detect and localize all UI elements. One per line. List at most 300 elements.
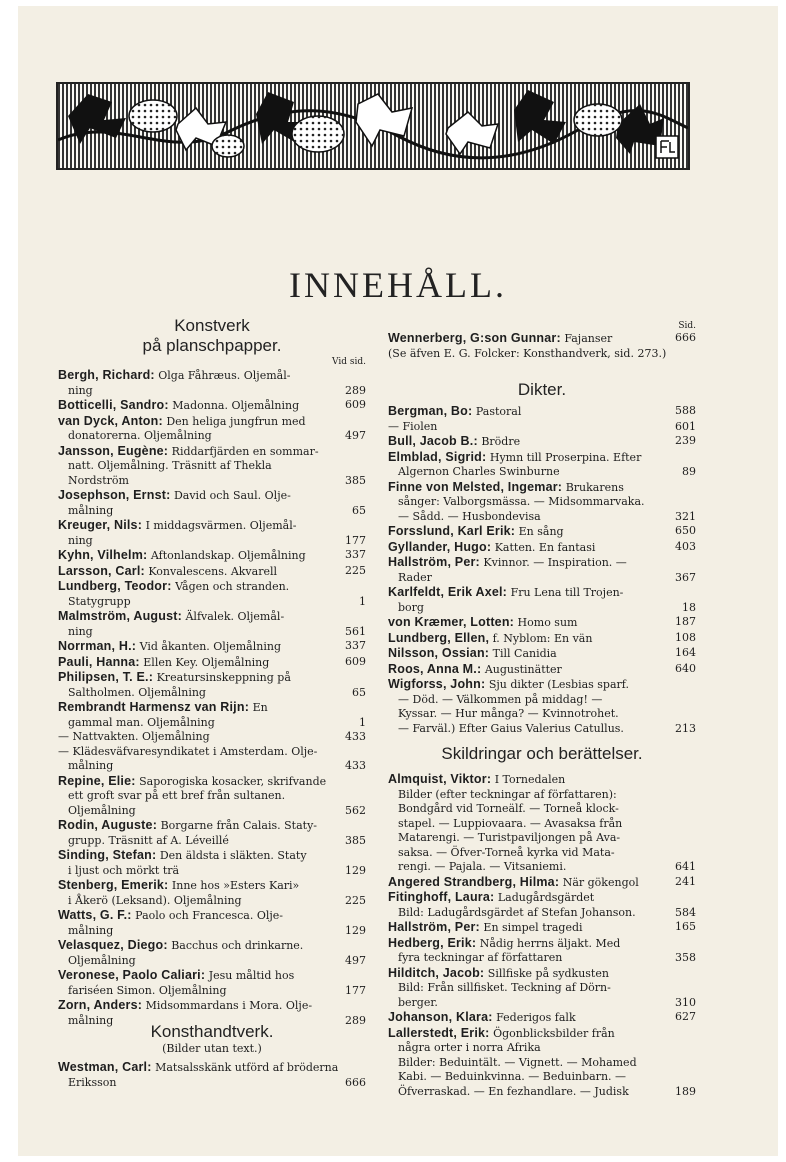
author-name: Karlfeldt, Erik Axel:: [388, 585, 508, 599]
section-note-bilder: (Bilder utan text.): [162, 1042, 262, 1055]
section-heading-konsthandtverk: Konsthandtverk.: [150, 1022, 274, 1041]
author-name: Roos, Anna M.:: [388, 661, 482, 676]
toc-entry-line: [388, 846, 696, 861]
toc-entry-line: [388, 936, 696, 952]
work-title: ning: [68, 383, 93, 397]
author-name: Philipsen, T. E.:: [58, 670, 154, 684]
page-number: 177: [345, 983, 366, 997]
work-title: (Se äfven E. G. Folcker: Konsthandverk, sid. 273.): [388, 346, 667, 360]
author-name: Zorn, Anders:: [58, 998, 143, 1012]
work-title: i ljust och mörkt trä: [68, 863, 180, 877]
toc-entry: [58, 368, 366, 398]
toc-entry-line: [388, 966, 696, 982]
toc-entry-line: [58, 716, 366, 731]
work-title: Madonna. Oljemålning: [172, 399, 300, 412]
toc-entry-line: [58, 759, 366, 774]
work-title: Olga Fåhræus. Oljemål-: [158, 369, 291, 382]
work-title: Kyssar. — Hur många? — Kvinnotrohet.: [398, 707, 619, 720]
work-title: Fru Lena till Trojen-: [510, 586, 624, 599]
work-title: målning: [68, 503, 114, 517]
work-title: När gökengol: [562, 875, 639, 889]
page-number: 337: [345, 639, 366, 652]
author-name: Rodin, Auguste:: [58, 818, 158, 832]
crafts-list: [58, 1060, 366, 1090]
author-name: Stenberg, Emerik:: [58, 878, 169, 892]
work-title: I middagsvärmen. Oljemål-: [145, 519, 297, 532]
work-title: Riddarfjärden en sommar-: [171, 444, 319, 458]
toc-entry-line: [58, 459, 366, 474]
page-number: 213: [675, 721, 696, 735]
section-heading-skildringar: Skildringar och berättelser.: [441, 744, 643, 763]
toc-entry-line: [388, 631, 696, 647]
toc-entry: [388, 875, 696, 891]
work-title: Vid åkanten. Oljemålning: [139, 640, 281, 653]
toc-entry: [58, 938, 366, 968]
author-name: Larsson, Carl:: [58, 563, 145, 578]
toc-entry: [388, 434, 696, 450]
work-title: Rader: [398, 570, 432, 584]
toc-entry-line: [388, 693, 696, 708]
toc-entry: [58, 878, 366, 908]
toc-entry-line: [58, 474, 366, 489]
work-title: ning: [68, 624, 93, 638]
toc-entry: [388, 1026, 696, 1100]
work-title: Borgarne från Calais. Staty-: [160, 819, 318, 832]
page-number: 225: [345, 563, 366, 577]
page-number: 165: [675, 920, 696, 933]
author-name: Bergman, Bo:: [388, 404, 473, 418]
toc-entry-line: [58, 564, 366, 580]
page-number: 640: [675, 661, 696, 675]
page-number: 108: [675, 630, 696, 644]
toc-entry-line: [388, 420, 696, 435]
author-name: Hilditch, Jacob:: [388, 965, 485, 980]
author-name: Veronese, Paolo Caliari:: [58, 968, 206, 982]
work-title: Fajanser: [564, 332, 613, 345]
toc-entry-line: [58, 444, 366, 460]
work-title: Homo sum: [517, 616, 578, 629]
work-title: En: [252, 701, 268, 714]
work-title: Jesu måltid hos: [208, 969, 295, 982]
work-title: Bild: Från sillfisket. Teckning af Dörn-: [398, 981, 611, 994]
toc-entry-line: [388, 450, 696, 466]
page-number: 385: [345, 833, 366, 847]
author-name: Fitinghoff, Laura:: [388, 890, 495, 904]
author-name: Lundberg, Ellen,: [388, 630, 490, 645]
toc-entry-line: [388, 817, 696, 832]
toc-entry-line: [58, 414, 366, 430]
toc-entry: [388, 585, 696, 615]
page-number: 18: [682, 600, 696, 614]
work-title: sånger: Valborgsmässa. — Midsommarvaka.: [398, 495, 645, 508]
toc-entry-line: [388, 646, 696, 662]
work-title: Den äldsta i släkten. Staty: [159, 849, 307, 862]
toc-entry-line: [388, 831, 696, 846]
work-title: Saporogiska kosacker, skrifvande: [139, 774, 327, 788]
toc-entry-line: [388, 860, 696, 875]
page-number: 385: [345, 473, 366, 487]
work-title: Katten. En fantasi: [494, 540, 596, 554]
toc-entry: [58, 414, 366, 444]
toc-entry-line: [58, 639, 366, 655]
toc-entry-line: [388, 495, 696, 510]
work-title: Eriksson: [68, 1075, 117, 1089]
work-title: Paolo och Francesca. Olje-: [135, 909, 283, 922]
author-name: Rembrandt Harmensz van Rijn:: [58, 700, 250, 714]
toc-entry: [58, 488, 366, 518]
toc-entry: [58, 774, 366, 819]
author-name: Norrman, H.:: [58, 639, 137, 653]
toc-entry-line: [388, 802, 696, 817]
work-title: natt. Oljemålning. Träsnitt af Thekla: [68, 459, 272, 472]
toc-entry-line: [58, 804, 366, 819]
work-title: Midsommardans i Mora. Olje-: [145, 999, 313, 1012]
toc-entry-line: [388, 555, 696, 571]
toc-entry-line: [388, 465, 696, 480]
work-title: Matsalsskänk utförd af bröderna: [155, 1061, 339, 1074]
work-title: — Klädesväfvaresyndikatet i Amsterdam. Olje-: [58, 744, 318, 758]
work-title: En simpel tragedi: [483, 921, 583, 934]
author-name: Kyhn, Vilhelm:: [58, 548, 148, 562]
toc-entry-line: [388, 510, 696, 525]
page-number: 584: [675, 905, 696, 919]
toc-entry: [58, 518, 366, 548]
toc-entry: [388, 480, 696, 525]
page-number: 497: [345, 429, 366, 442]
toc-entry-line: [58, 518, 366, 534]
work-title: målning: [68, 1013, 114, 1027]
toc-entry-line: [58, 398, 366, 414]
work-title: ett groft svar på ett bref från sultanen.: [68, 789, 286, 802]
author-name: Forsslund, Karl Erik:: [388, 524, 516, 538]
toc-entry-line: [388, 524, 696, 540]
page-number: 666: [345, 1075, 366, 1089]
work-title: Nådig herrns äljakt. Med: [479, 936, 621, 950]
toc-entry-line: [58, 504, 366, 519]
work-title: Konvalescens. Akvarell: [148, 564, 278, 578]
work-title: — Farväl.) Efter Gaius Valerius Catullus.: [398, 721, 624, 735]
artwork-list: [58, 368, 366, 1028]
work-title: Federigos falk: [496, 1011, 576, 1024]
page-number: 241: [675, 874, 696, 888]
page-number: 367: [675, 570, 696, 584]
stories-list: [388, 772, 696, 1099]
toc-entry-line: [58, 579, 366, 595]
work-title: Bondgård vid Torneälf. — Torneå klock-: [398, 802, 619, 815]
page-number: 1: [359, 594, 366, 608]
work-title: några orter i norra Afrika: [398, 1041, 541, 1054]
work-title: En sång: [518, 525, 564, 538]
toc-entry: [388, 420, 696, 435]
toc-entry-line: [388, 615, 696, 631]
page-number: 433: [345, 759, 366, 772]
work-title: borg: [398, 600, 424, 614]
author-name: Nilsson, Ossian:: [388, 646, 490, 660]
toc-entry: [58, 548, 366, 564]
page-number: 497: [345, 953, 366, 967]
toc-entry: [58, 609, 366, 639]
toc-entry-line: [388, 920, 696, 936]
toc-entry: [58, 908, 366, 938]
work-title: saksa. — Öfver-Torneå kyrka vid Mata-: [398, 845, 615, 859]
work-title: donatorerna. Oljemålning: [68, 429, 212, 442]
work-title: fyra teckningar af författaren: [398, 951, 563, 964]
page-number: 129: [345, 863, 366, 877]
work-title: Oljemålning: [68, 953, 136, 967]
crafts-continued-list: [388, 331, 696, 361]
work-title: — Död. — Välkommen på middag! —: [398, 692, 603, 706]
toc-entry-line: [58, 745, 366, 760]
author-name: Hallström, Per:: [388, 920, 480, 934]
toc-entry-line: [388, 480, 696, 496]
toc-entry: [388, 772, 696, 875]
toc-entry-line: [58, 774, 366, 790]
toc-entry: [58, 700, 366, 730]
toc-entry: [388, 920, 696, 936]
floral-ornament-image: [58, 84, 688, 168]
toc-entry-line: [388, 571, 696, 586]
toc-entry: [388, 662, 696, 678]
toc-entry: [58, 1060, 366, 1090]
toc-entry-line: [388, 601, 696, 616]
page-number: 177: [345, 533, 366, 547]
author-name: Finne von Melsted, Ingemar:: [388, 479, 563, 494]
work-title: — Sådd. — Husbondevisa: [398, 509, 541, 523]
page-number: 321: [675, 509, 696, 523]
author-name: Velasquez, Diego:: [58, 938, 168, 952]
author-name: Johanson, Klara:: [388, 1010, 493, 1024]
page-number: 609: [345, 398, 366, 411]
toc-entry: [58, 579, 366, 609]
toc-entry-line: [58, 384, 366, 399]
toc-entry-line: [58, 1060, 366, 1076]
page-number: 403: [675, 539, 696, 553]
work-title: Augustinätter: [484, 662, 562, 676]
work-title: Nordström: [68, 473, 129, 487]
page-number: 1: [359, 715, 366, 729]
toc-entry-line: [58, 954, 366, 969]
toc-entry: [58, 398, 366, 414]
toc-entry: [388, 450, 696, 480]
work-title: stapel. — Luppiovaara. — Avasaksa från: [398, 816, 623, 830]
work-title: fariséen Simon. Oljemålning: [68, 983, 227, 997]
toc-entry-line: [388, 434, 696, 450]
page-number: 358: [675, 951, 696, 964]
page-number: 666: [675, 331, 696, 344]
work-title: — Nattvakten. Oljemålning: [58, 730, 210, 743]
toc-entry-line: [58, 655, 366, 671]
work-title: Matarengi. — Turistpaviljongen på Ava-: [398, 831, 621, 844]
author-name: Lundberg, Teodor:: [58, 579, 172, 593]
section-heading-konstverk: Konstverk: [174, 316, 250, 335]
work-title: Sju dikter (Lesbias sparf.: [488, 678, 629, 691]
work-title: Saltholmen. Oljemålning: [68, 685, 206, 699]
page-number: 641: [675, 860, 696, 873]
toc-entry: [388, 347, 696, 362]
page-number: 289: [345, 383, 366, 397]
page: [18, 6, 778, 1156]
toc-entry-line: [58, 700, 366, 716]
toc-entry: [388, 331, 696, 347]
work-title: Sillfiske på sydkusten: [487, 966, 609, 980]
toc-entry: [388, 890, 696, 920]
toc-entry-line: [58, 429, 366, 444]
toc-entry: [388, 404, 696, 420]
work-title: Ellen Key. Oljemålning: [143, 655, 270, 669]
work-title: ning: [68, 533, 93, 547]
toc-entry-line: [388, 788, 696, 803]
toc-entry-line: [388, 585, 696, 601]
work-title: Bacchus och drinkarne.: [171, 939, 304, 952]
toc-entry-line: [388, 1085, 696, 1100]
author-name: van Dyck, Anton:: [58, 413, 163, 428]
toc-entry-line: [58, 968, 366, 984]
author-name: Josephson, Ernst:: [58, 488, 171, 502]
author-name: Pauli, Hanna:: [58, 654, 140, 669]
toc-entry-line: [388, 722, 696, 737]
author-name: von Kræmer, Lotten:: [388, 615, 515, 629]
page-number: 89: [682, 465, 696, 478]
toc-entry: [388, 540, 696, 556]
toc-entry-line: [388, 951, 696, 966]
work-title: I Tornedalen: [494, 773, 566, 786]
page-number: 187: [675, 615, 696, 628]
author-name: Malmström, August:: [58, 609, 182, 623]
author-name: Kreuger, Nils:: [58, 518, 143, 532]
work-title: Aftonlandskap. Oljemålning: [150, 549, 306, 562]
work-title: i Åkerö (Leksand). Oljemålning: [68, 893, 242, 907]
toc-entry-line: [388, 1041, 696, 1056]
toc-entry-line: [58, 894, 366, 909]
page-number: 601: [675, 419, 696, 433]
work-title: Vågen och stranden.: [175, 580, 290, 593]
page-number: 627: [675, 1010, 696, 1023]
work-title: grupp. Träsnitt af A. Léveillé: [68, 833, 229, 847]
toc-entry-line: [58, 834, 366, 849]
toc-entry-line: [388, 996, 696, 1011]
toc-entry-line: [58, 488, 366, 504]
toc-entry-line: [388, 662, 696, 678]
toc-entry: [388, 524, 696, 540]
toc-entry-line: [58, 730, 366, 745]
toc-entry-line: [58, 368, 366, 384]
page-number: 65: [352, 503, 366, 517]
work-title: — Fiolen: [388, 419, 438, 433]
toc-entry-line: [388, 1010, 696, 1026]
toc-entry-line: [58, 848, 366, 864]
toc-entry: [388, 677, 696, 736]
toc-entry-line: [388, 347, 696, 362]
toc-entry-line: [58, 548, 366, 564]
toc-entry-line: [58, 789, 366, 804]
toc-entry-line: [388, 404, 696, 420]
toc-entry-line: [58, 984, 366, 999]
work-title: Till Canidia: [492, 647, 557, 660]
section-heading-dikter: Dikter.: [517, 380, 567, 399]
work-title: Oljemålning: [68, 803, 136, 817]
author-name: Lallerstedt, Erik:: [388, 1025, 490, 1040]
author-name: Jansson, Eugène:: [58, 443, 169, 458]
poems-list: [388, 404, 696, 736]
work-title: Den heliga jungfrun med: [166, 414, 306, 428]
toc-entry-line: [388, 906, 696, 921]
column-label-vid-sid: Vid sid.: [332, 357, 366, 367]
page-number: 337: [345, 548, 366, 561]
page-number: 129: [345, 923, 366, 937]
work-title: Statygrupp: [68, 594, 131, 608]
page-number: 561: [345, 624, 366, 638]
toc-entry: [58, 670, 366, 700]
toc-entry-line: [388, 981, 696, 996]
author-name: Wennerberg, G:son Gunnar:: [388, 331, 561, 345]
toc-entry-line: [388, 707, 696, 722]
ornamental-banner: [56, 82, 690, 170]
work-title: rengi. — Pajala. — Vitsaniemi.: [398, 860, 567, 873]
work-title: Bild: Ladugårdsgärdet af Stefan Johanson.: [398, 905, 636, 919]
toc-entry: [388, 615, 696, 631]
toc-entry: [388, 966, 696, 1011]
author-name: Repine, Elie:: [58, 773, 136, 788]
toc-entry-line: [58, 998, 366, 1014]
page-number: 609: [345, 654, 366, 668]
toc-entry-line: [58, 534, 366, 549]
toc-entry: [58, 968, 366, 998]
toc-entry-line: [58, 1076, 366, 1091]
toc-entry-line: [58, 625, 366, 640]
toc-entry-line: [388, 331, 696, 347]
toc-entry-line: [58, 878, 366, 894]
toc-entry: [388, 631, 696, 647]
page-number: 588: [675, 404, 696, 417]
work-title: f. Nyblom: En vän: [492, 631, 593, 645]
toc-entry: [388, 1010, 696, 1026]
work-title: berger.: [398, 995, 438, 1009]
page-number: 164: [675, 646, 696, 659]
toc-entry: [58, 444, 366, 489]
toc-entry-line: [388, 1026, 696, 1042]
toc-entry: [58, 655, 366, 671]
toc-entry: [388, 555, 696, 585]
toc-entry: [58, 564, 366, 580]
work-title: målning: [68, 923, 114, 937]
page-number: 65: [352, 685, 366, 699]
work-title: Bilder (efter teckningar af författaren):: [398, 787, 617, 801]
page-number: 239: [675, 434, 696, 447]
work-title: Brödre: [481, 435, 521, 448]
work-title: Inne hos »Esters Kari»: [171, 879, 300, 892]
work-title: David och Saul. Olje-: [173, 489, 291, 502]
author-name: Angered Strandberg, Hilma:: [388, 874, 560, 889]
work-title: Algernon Charles Swinburne: [398, 465, 560, 478]
toc-entry: [58, 730, 366, 745]
page-number: 650: [675, 524, 696, 537]
page-number: 562: [345, 803, 366, 817]
author-name: Botticelli, Sandro:: [58, 398, 169, 412]
work-title: målning: [68, 759, 114, 772]
work-title: Kvinnor. — Inspiration. —: [483, 556, 627, 569]
author-name: Gyllander, Hugo:: [388, 539, 492, 554]
toc-entry-line: [58, 609, 366, 625]
work-title: Älfvalek. Oljemål-: [185, 610, 285, 623]
toc-entry-line: [58, 686, 366, 701]
work-title: Brukarens: [565, 480, 624, 494]
author-name: Watts, G. F.:: [58, 908, 132, 922]
author-name: Westman, Carl:: [58, 1060, 152, 1074]
toc-entry-line: [58, 938, 366, 954]
page-number: 289: [345, 1013, 366, 1027]
toc-entry-line: [58, 670, 366, 686]
toc-entry-line: [58, 818, 366, 834]
